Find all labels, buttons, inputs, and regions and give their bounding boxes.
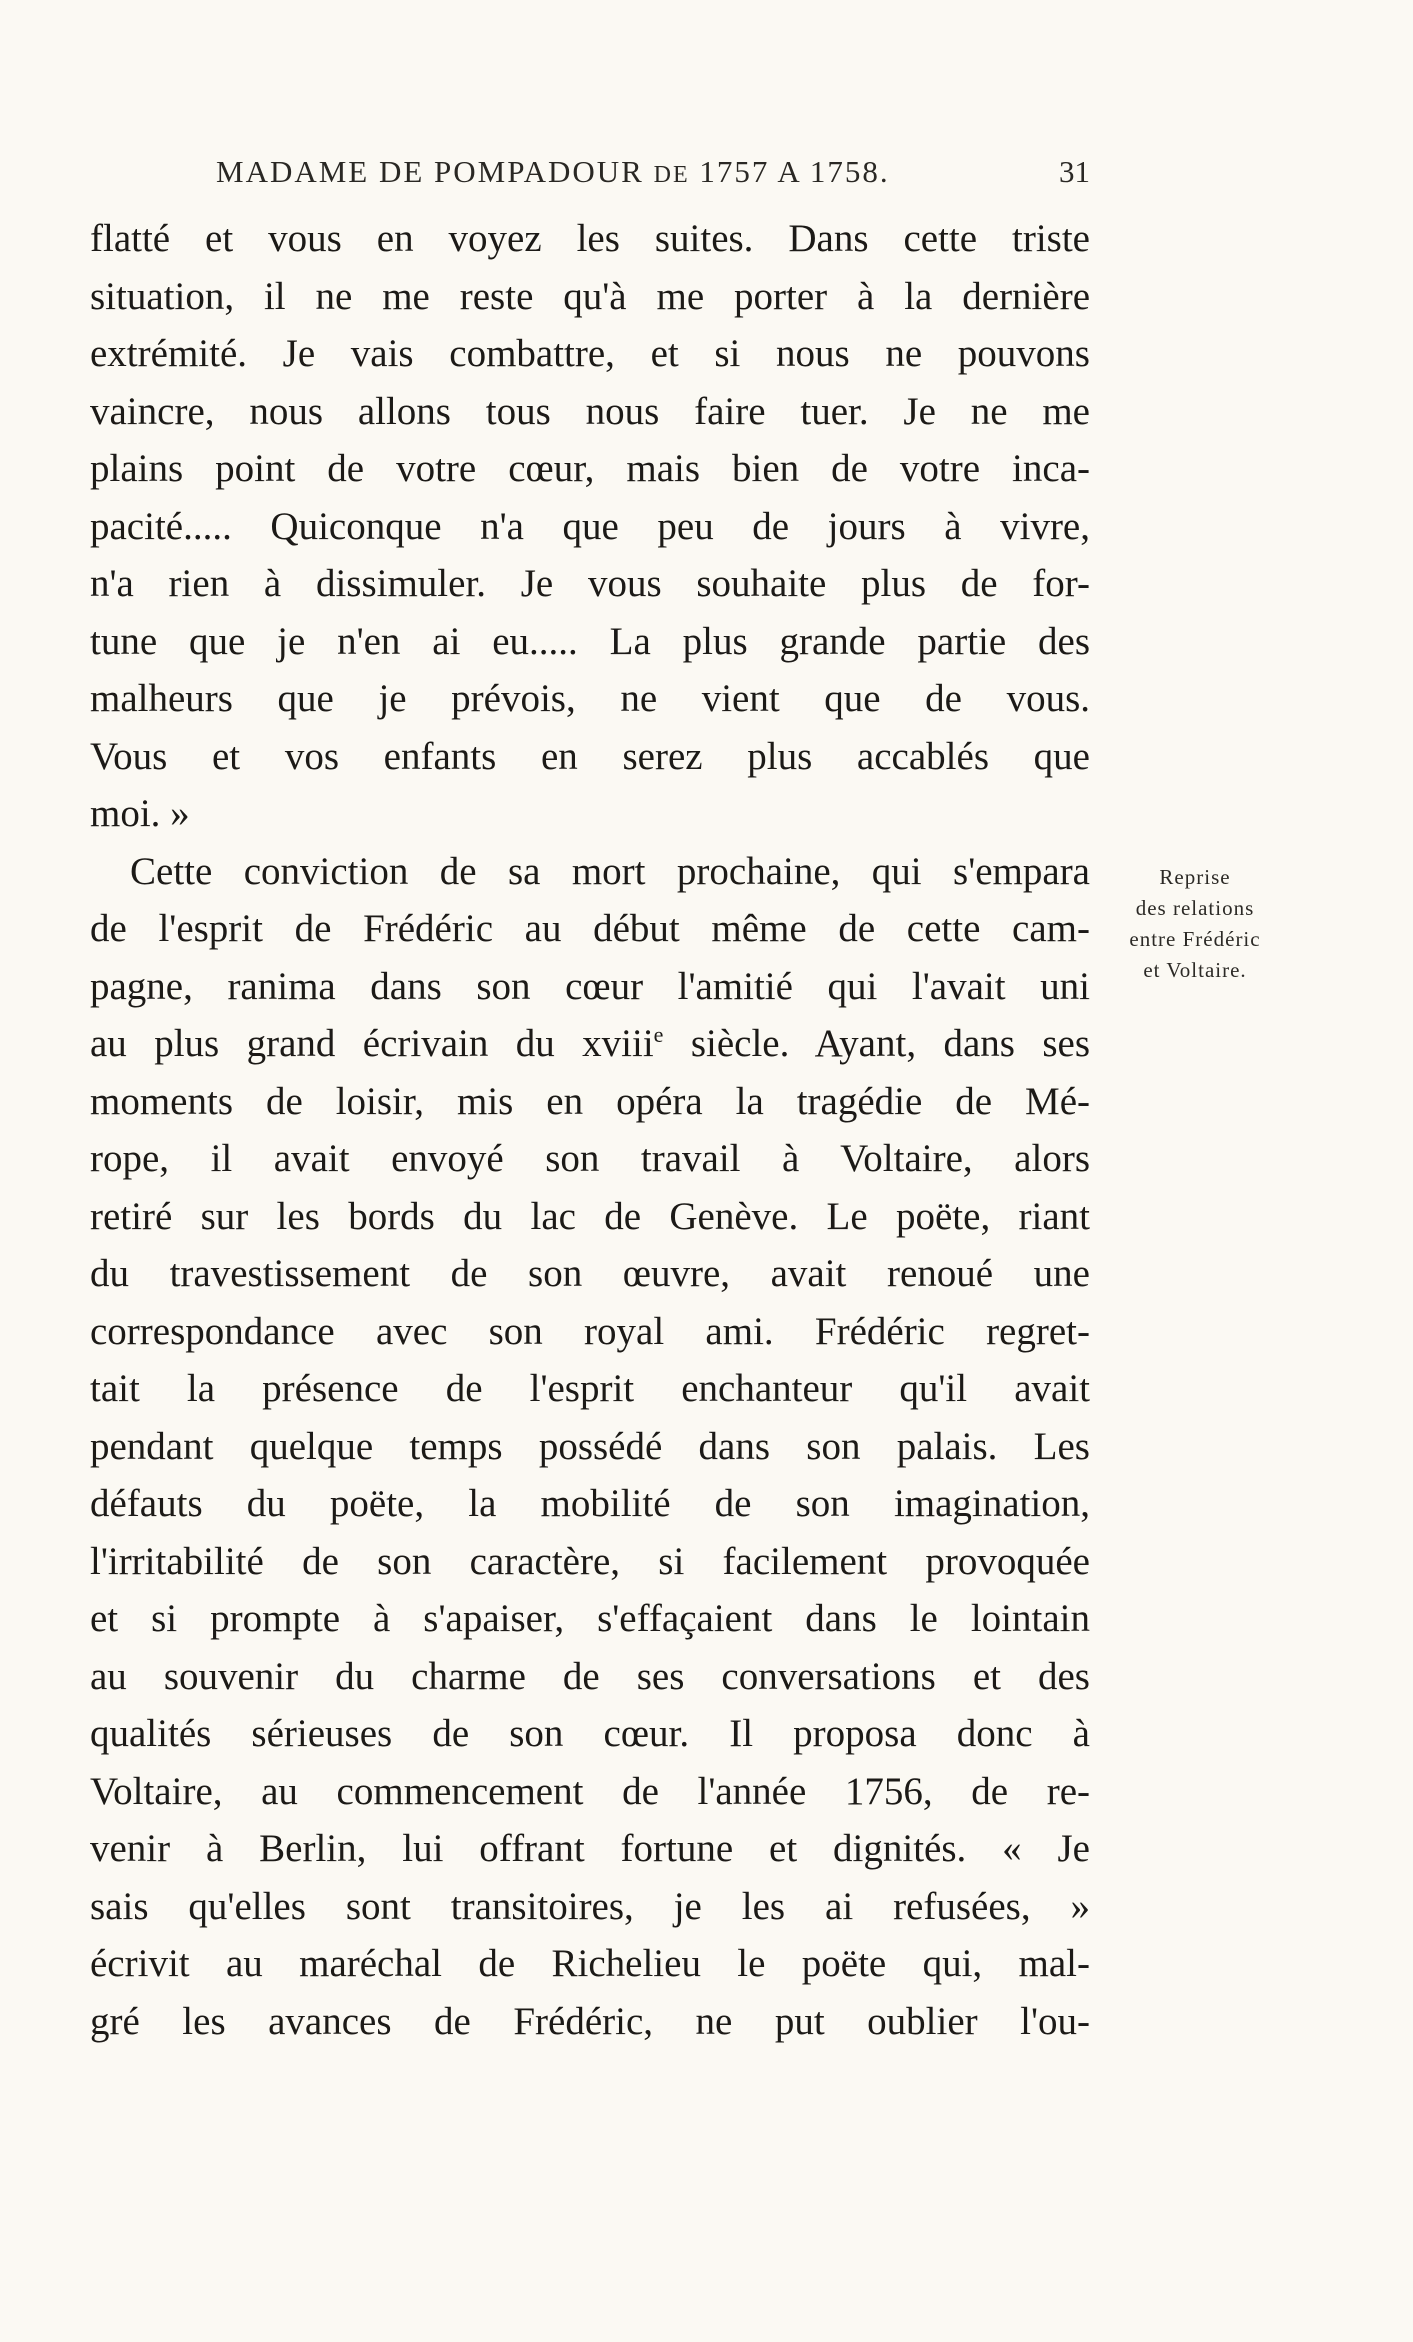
text-line: Vous et vos enfants en serez plus accablés que (90, 734, 1090, 778)
text-line: rope, il avait envoyé son travail à Voltaire, alors (90, 1137, 1090, 1180)
text-line: qualités sérieuses de son cœur. Il proposa donc à (90, 1712, 1090, 1755)
text-line: écrivit au maréchal de Richelieu le poëte qui, mal- (90, 1942, 1090, 1985)
text-line: flatté et vous en voyez les suites. Dans cette triste (90, 217, 1090, 260)
page-number: 31 (1059, 154, 1090, 189)
text-line: Cette conviction de sa mort prochaine, qui s'empara (130, 849, 1090, 893)
text-line: pacité..... Quiconque n'a que peu de jours à vivre, (90, 504, 1090, 548)
text-line: gré les avances de Frédéric, ne put oublier l'ou- (90, 1999, 1090, 2043)
text-line: plains point de votre cœur, mais bien de votre inca- (90, 447, 1090, 490)
text-line: moi. » (90, 792, 190, 835)
text-line: pagne, ranima dans son cœur l'amitié qui l'avait uni (90, 964, 1090, 1008)
margin-note-line: entre Frédéric (1129, 927, 1261, 951)
text-line: n'a rien à dissimuler. Je vous souhaite plus de for- (90, 562, 1090, 605)
text-line: et si prompte à s'apaiser, s'effaçaient dans le lointain (90, 1597, 1090, 1640)
superscript: e (653, 1022, 664, 1047)
text-line-with-superscript (90, 1015, 1090, 1073)
text-line: extrémité. Je vais combattre, et si nous ne pouvons (90, 332, 1090, 375)
text-line: défauts du poëte, la mobilité de son imagination, (90, 1482, 1090, 1525)
text-line: situation, il ne me reste qu'à me porter à la dernière (90, 274, 1090, 318)
text-line: l'irritabilité de son caractère, si facilement provoquée (90, 1539, 1090, 1583)
margin-note-line: Reprise (1159, 865, 1231, 889)
text-line: au souvenir du charme de ses conversations et des (90, 1654, 1090, 1698)
text-line: moments de loisir, mis en opéra la tragédie de Mé- (90, 1079, 1090, 1123)
text-line: venir à Berlin, lui offrant fortune et dignités. « Je (90, 1827, 1090, 1870)
running-title (216, 154, 890, 190)
text-line: tune que je n'en ai eu..... La plus grande partie des (90, 619, 1090, 663)
margin-note-line: des relations (1135, 896, 1255, 920)
margin-note (1100, 862, 1290, 986)
running-title-main: MADAME DE POMPADOUR (216, 154, 644, 189)
text-line: Voltaire, au commencement de l'année 1756, de re- (90, 1769, 1090, 1813)
text-segment: siècle. Ayant, dans ses (663, 1022, 1091, 1065)
text-line: malheurs que je prévois, ne vient que de vous. (90, 677, 1090, 720)
body-text (90, 210, 1090, 2050)
text-line: vaincre, nous allons tous nous faire tuer. Je ne me (90, 389, 1090, 433)
text-segment: au plus grand écrivain du xviii (90, 1022, 654, 1065)
text-line: de l'esprit de Frédéric au début même de cette cam- (90, 907, 1090, 950)
running-title-years: 1757 A 1758. (699, 154, 890, 189)
text-line: retiré sur les bords du lac de Genève. Le poëte, riant (90, 1194, 1090, 1238)
text-line: pendant quelque temps possédé dans son palais. Les (90, 1424, 1090, 1468)
margin-note-line: et Voltaire. (1143, 958, 1247, 982)
text-line: tait la présence de l'esprit enchanteur qu'il avait (90, 1367, 1090, 1410)
text-line: correspondance avec son royal ami. Frédéric regret- (90, 1309, 1090, 1353)
running-head (90, 150, 1090, 194)
running-title-small: DE (653, 162, 690, 188)
text-line: sais qu'elles sont transitoires, je les ai refusées, » (90, 1884, 1090, 1928)
text-line: du travestissement de son œuvre, avait renoué une (90, 1252, 1090, 1295)
